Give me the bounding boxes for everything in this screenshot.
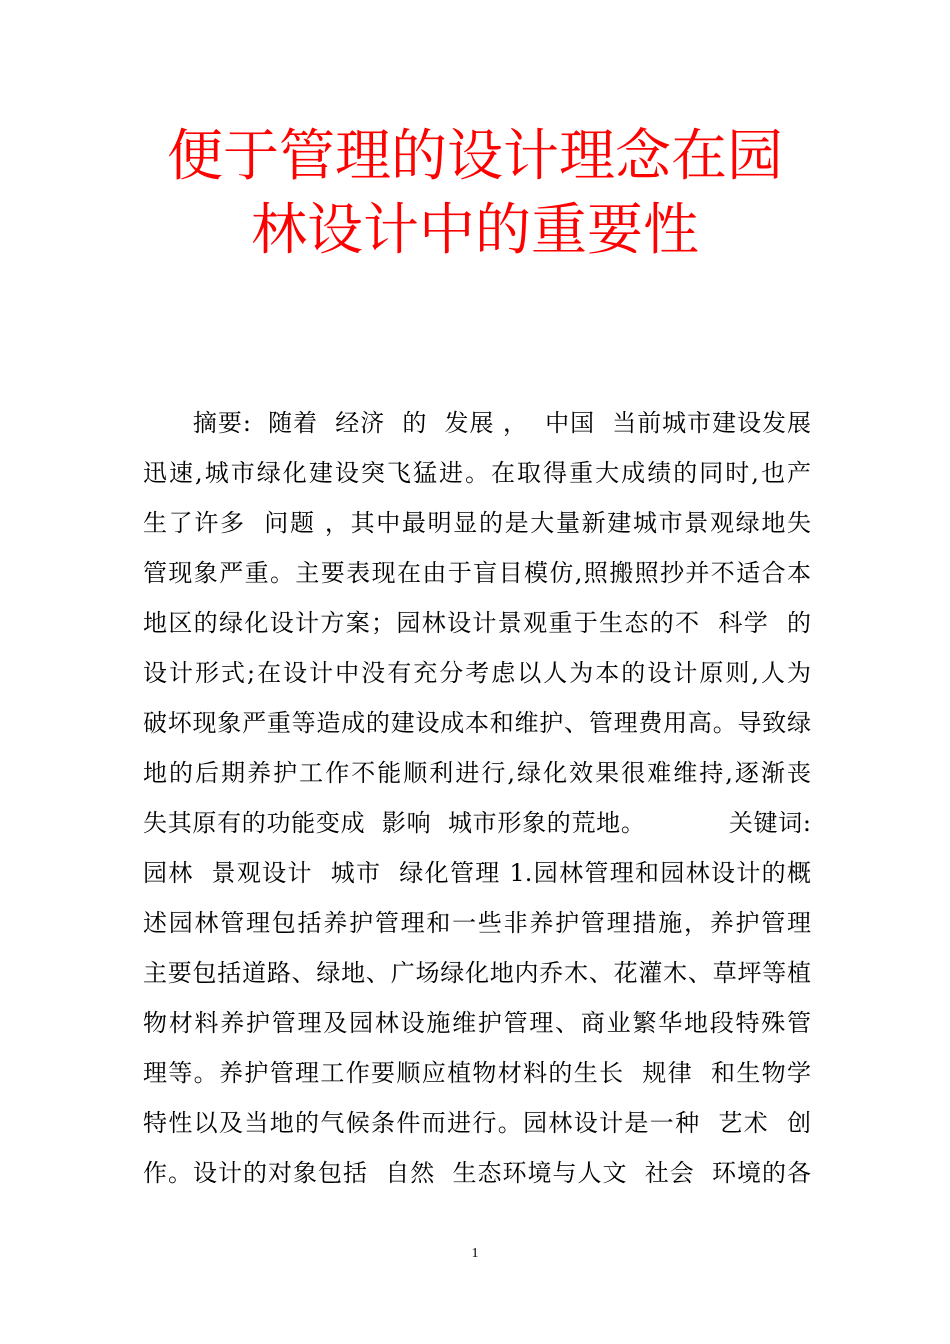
body-line: 地的后期养护工作不能顺利进行,绿化效果很难维持,逐渐丧 <box>143 759 811 787</box>
body-line: 述园林管理包括养护管理和一些非养护管理措施，养护管理 <box>143 909 811 937</box>
body-line: 生了许多 问题 ，其中最明显的是大量新建城市景观绿地失 <box>143 509 811 537</box>
page-number: 1 <box>471 1246 479 1261</box>
title-line-2: 林设计中的重要性 <box>251 198 699 263</box>
body-line: 设计形式;在设计中没有充分考虑以人为本的设计原则,人为 <box>143 659 811 687</box>
body-line: 理等。养护管理工作要顺应植物材料的生长 规律 和生物学 <box>143 1059 811 1087</box>
body-line: 破坏现象严重等造成的建设成本和维护、管理费用高。导致绿 <box>143 709 811 737</box>
body-line: 园林 景观设计 城市 绿化管理 1.园林管理和园林设计的概 <box>143 859 811 887</box>
body-line: 迅速,城市绿化建设突飞猛进。在取得重大成绩的同时,也产 <box>143 459 811 487</box>
body-line: 特性以及当地的气候条件而进行。园林设计是一种 艺术 创 <box>143 1109 811 1137</box>
body-line: 物材料养护管理及园林设施维护管理、商业繁华地段特殊管 <box>143 1009 811 1037</box>
body-line: 主要包括道路、绿地、广场绿化地内乔木、花灌木、草坪等植 <box>143 959 811 987</box>
abstract-body <box>143 398 811 1198</box>
body-line: 作。设计的对象包括 自然 生态环境与人文 社会 环境的各 <box>143 1159 811 1187</box>
document-title <box>150 120 800 268</box>
body-line: 地区的绿化设计方案；园林设计景观重于生态的不 科学 的 <box>143 609 811 637</box>
body-line: 摘要: 随着 经济 的 发展 ， 中国 当前城市建设发展 <box>143 409 811 437</box>
title-line-1: 便于管理的设计理念在园 <box>167 124 783 189</box>
body-line: 失其原有的功能变成 影响 城市形象的荒地。 关键词: <box>143 809 811 837</box>
body-line: 管现象严重。主要表现在由于盲目模仿,照搬照抄并不适合本 <box>143 559 811 587</box>
